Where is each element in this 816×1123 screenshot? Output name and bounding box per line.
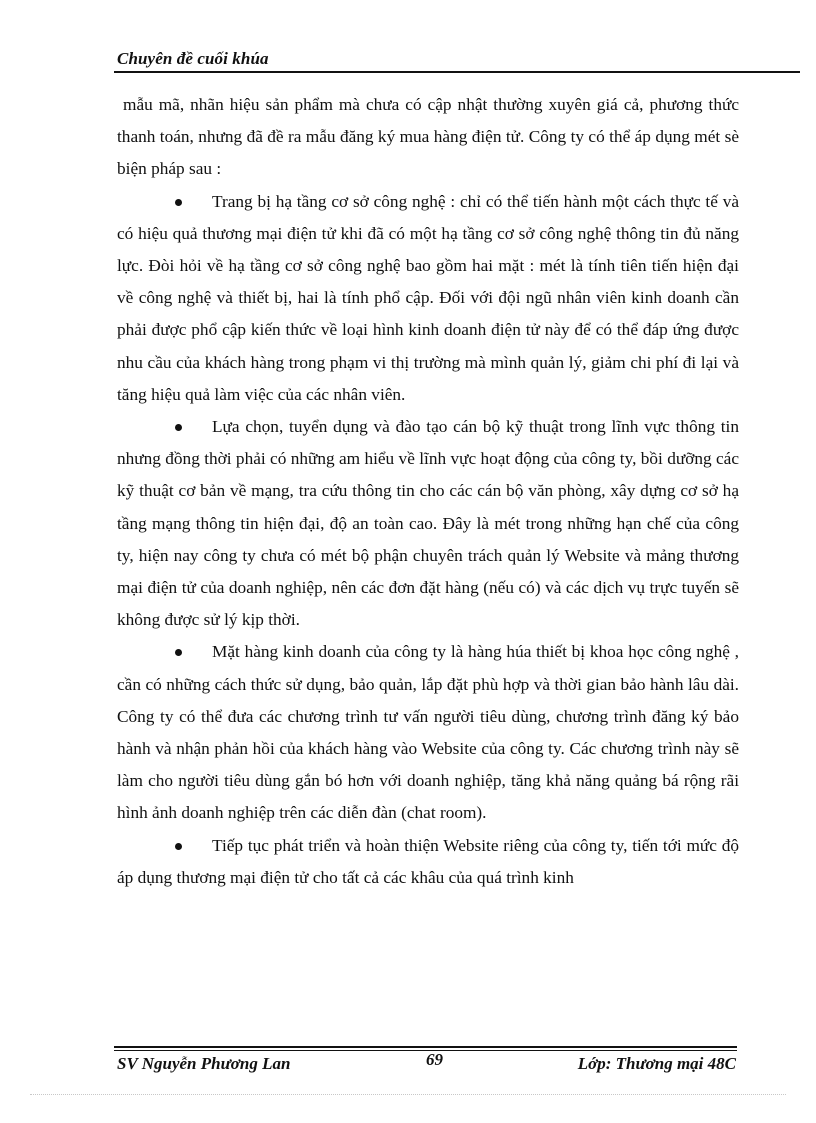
page-bottom-border: [30, 1094, 786, 1095]
header-rule: [114, 71, 800, 73]
bullet-text: Trang bị hạ tầng cơ sở công nghệ : chỉ có thể tiến hành một cách thực tế và có hiệu quả thương mại điện tử khi đã có một hạ tầng cơ sở công nghệ thông tin đủ năng lực. Đòi hỏi về hạ tầng cơ sở công nghệ bao gồm hai mặt : mét là tính tiên tiến hiện đại về công nghệ và thiết bị, hai là tính phổ cập. Đối với đội ngũ nhân viên kinh doanh cần phải được phổ cập kiến thức về loại hình kinh doanh điện tử này để có thể đáp ứng được nhu cầu của khách hàng trong phạm vi thị trường mà mình quản lý, giảm chi phí đi lại và tăng hiệu quả làm việc của các nhân viên.: [117, 191, 739, 404]
bullet-icon: [175, 843, 182, 850]
lead-paragraph: mẫu mã, nhãn hiệu sản phẩm mà chưa có cập nhật thường xuyên giá cả, phương thức thanh toán, nhưng đã đề ra mẫu đăng ký mua hàng điện tử. Công ty có thể áp dụng mét sè biện pháp sau :: [117, 95, 739, 179]
bullet-icon: [175, 649, 182, 656]
bullet-paragraph: [117, 186, 739, 411]
bullet-paragraph: [117, 830, 739, 894]
bullet-icon: [175, 199, 182, 206]
bullet-text: Tiếp tục phát triển và hoàn thiện Website riêng của công ty, tiến tới mức độ áp dụng thương mại điện tử cho tất cả các khâu của quá trình kinh: [117, 835, 739, 887]
footer-author: SV Nguyễn Phương Lan: [117, 1054, 291, 1073]
bullet-icon: [175, 424, 182, 431]
bullet-text: Lựa chọn, tuyển dụng và đào tạo cán bộ kỹ thuật trong lĩnh vực thông tin nhưng đồng thời phải có những am hiểu về lĩnh vực hoạt động của công ty, bồi dưỡng các kỹ thuật cơ bản về mạng, tra cứu thông tin cho các cán bộ văn phòng, xây dựng cơ sở hạ tầng mạng thông tin hiện đại, độ an toàn cao. Đây là mét trong những hạn chế của công ty, hiện nay công ty chưa có mét bộ phận chuyên trách quản lý Website và mảng thương mại điện tử của doanh nghiệp, nên các đơn đặt hàng (nếu có) và các dịch vụ trực tuyến sẽ không được sử lý kịp thời.: [117, 417, 739, 630]
body-text: [117, 89, 739, 894]
bullet-paragraph: [117, 636, 739, 829]
header-title: Chuyên đề cuối khúa: [117, 49, 269, 68]
bullet-paragraph: [117, 411, 739, 636]
footer-class: Lớp: Thương mại 48C: [577, 1054, 736, 1073]
page-number: 69: [426, 1050, 443, 1069]
footer-rule: [114, 1046, 737, 1048]
bullet-text: Mặt hàng kinh doanh của công ty là hàng húa thiết bị khoa học công nghệ , cần có những cách thức sử dụng, bảo quản, lắp đặt phù hợp và thời gian bảo hành lâu dài. Công ty có thể đưa các chương trình tư vấn người tiêu dùng, chương trình đăng ký bảo hành và nhận phản hồi của khách hàng vào Website của công ty. Các chương trình này sẽ làm cho người tiêu dùng gắn bó hơn với doanh nghiệp, tăng khả năng quảng bá rộng rãi hình ảnh doanh nghiệp trên các diễn đàn (chat room).: [117, 642, 739, 823]
